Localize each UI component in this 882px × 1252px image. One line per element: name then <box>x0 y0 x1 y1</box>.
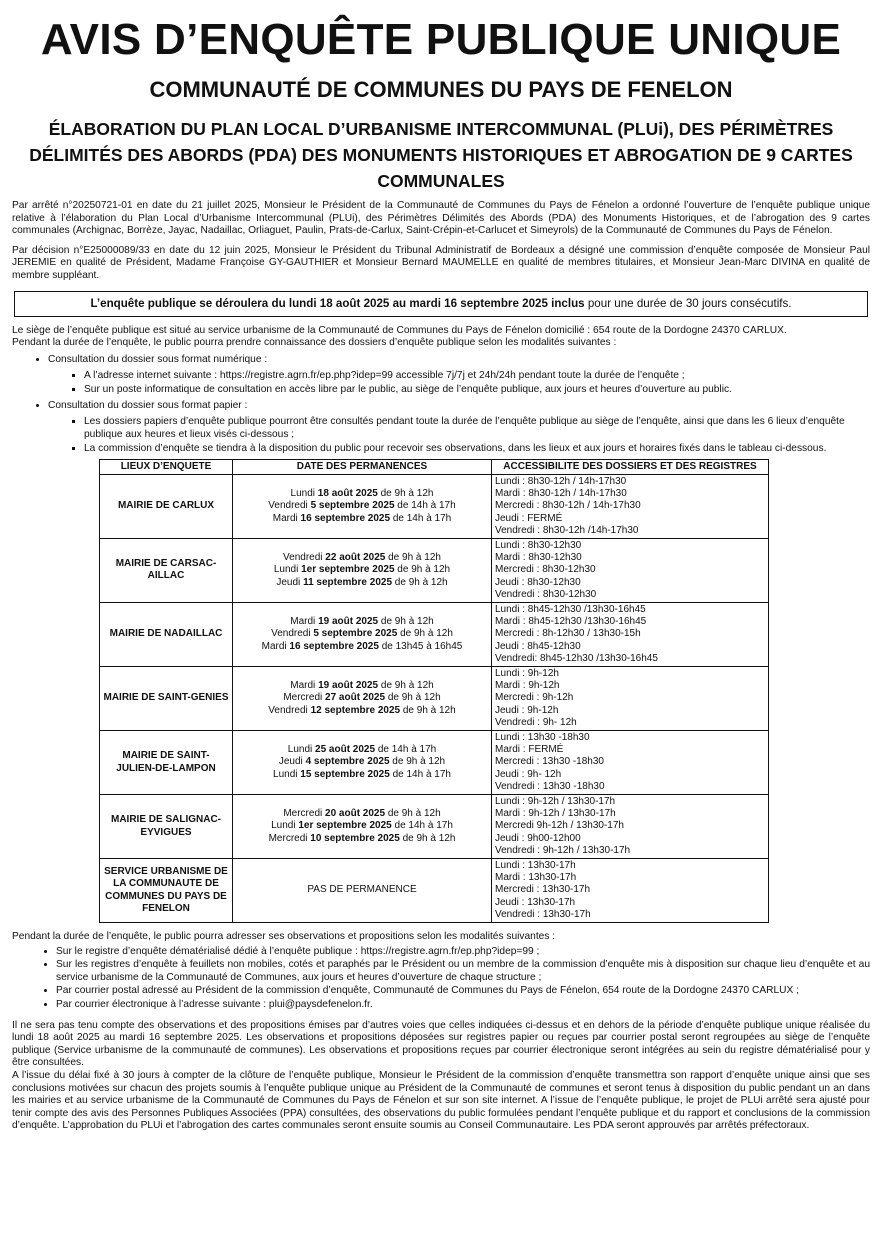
lieu-cell: MAIRIE DE SALIGNAC-EYVIGUES <box>100 795 233 859</box>
date-line <box>236 769 488 781</box>
access-cell <box>492 474 769 538</box>
date-text: Lundi <box>273 768 301 780</box>
date-line <box>236 692 488 704</box>
date-value: 16 septembre 2025 <box>300 512 391 524</box>
access-cell <box>492 731 769 795</box>
consultation-numerique <box>48 353 870 396</box>
date-value: 27 août 2025 <box>325 692 386 704</box>
enquete-period-bold: L’enquête publique se déroulera du lundi 18 août 2025 au mardi 16 septembre 2025 inclus <box>90 296 585 310</box>
date-text: de 9h à 12h <box>385 552 441 564</box>
date-text: de 9h à 12h <box>378 616 434 628</box>
notice-subtitle: COMMUNAUTÉ DE COMMUNES DU PAYS DE FENELON <box>149 77 733 102</box>
access-line: Mercredi 9h-12h / 13h30-17h <box>495 820 624 832</box>
access-cell <box>492 795 769 859</box>
date-text: de 9h à 12h <box>394 564 451 576</box>
date-value: 10 septembre 2025 <box>310 832 400 844</box>
table-header-row <box>100 459 769 474</box>
date-line <box>236 500 488 512</box>
access-line: Mercredi : 8h30-12h30 <box>495 564 596 576</box>
access-line: Vendredi : 9h- 12h <box>495 716 577 728</box>
date-line <box>236 820 488 832</box>
date-text: de 9h à 12h <box>377 488 434 500</box>
consultation-numerique-label: Consultation du dossier sous format numérique : <box>48 353 268 365</box>
date-line <box>236 808 488 820</box>
date-value: 25 août 2025 <box>315 744 376 756</box>
date-value: 15 septembre 2025 <box>300 768 390 780</box>
date-value: 5 septembre 2025 <box>310 500 395 512</box>
lieu-cell: SERVICE URBANISME DE LA COMMUNAUTE DE COMMUNES DU PAYS DE FENELON <box>100 859 233 923</box>
access-cell <box>492 859 769 923</box>
access-line: Lundi : 8h45-12h30 /13h30-16h45 <box>495 603 646 615</box>
lieu-cell: MAIRIE DE CARLUX <box>100 474 233 538</box>
access-line: Lundi : 13h30-17h <box>495 860 576 872</box>
date-text: Vendredi <box>268 704 311 716</box>
dates-cell <box>233 795 492 859</box>
access-line: Lundi : 8h30-12h30 <box>495 539 582 551</box>
access-line: Mercredi : 8h30-12h / 14h-17h30 <box>495 500 641 512</box>
date-line <box>236 641 488 653</box>
access-line: Mercredi : 8h-12h30 / 13h30-15h <box>495 628 641 640</box>
date-text: de 14h à 17h <box>375 744 437 756</box>
observations-intro: Pendant la durée de l’enquête, le public pourra adresser ses observations et propositions selon les modalités suivantes : <box>12 931 556 943</box>
access-line: Jeudi : FERMÉ <box>495 512 563 524</box>
date-text: Mercredi <box>283 808 326 820</box>
date-line <box>236 552 488 564</box>
list-item: ▪ Les dossiers papiers d’enquête publique pourront être consultés pendant toute la durée de l’enquête publique au siège de l’enquête, ainsi que dans les 6 lieux d’enquête publique aux heures et lieux visés ci-dessous ; <box>84 415 870 441</box>
list-item: ▪ Sur un poste informatique de consultation en accès libre par le public, au siège de l’enquête publique, aux jours et heures d’ouverture au public. <box>84 383 870 396</box>
access-line: Jeudi : 9h- 12h <box>495 768 562 780</box>
date-text: Mercredi <box>283 692 326 704</box>
lieu-cell: MAIRIE DE SAINT-GENIES <box>100 667 233 731</box>
date-text: Jeudi <box>278 756 306 768</box>
table-row <box>100 795 769 859</box>
access-line: Mardi : 13h30-17h <box>495 872 577 884</box>
date-text: Vendredi <box>283 552 326 564</box>
table-row <box>100 602 769 666</box>
access-cell <box>492 602 769 666</box>
enquete-period-rest: pour une durée de 30 jours consécutifs. <box>584 296 792 310</box>
access-line: Vendredi : 9h-12h / 13h30-17h <box>495 844 631 856</box>
date-value: 5 septembre 2025 <box>313 628 398 640</box>
access-line: Lundi : 9h-12h <box>495 668 559 679</box>
date-text: Mercredi <box>268 832 311 844</box>
date-text: Jeudi <box>276 576 304 588</box>
access-line: Vendredi: 8h45-12h30 /13h30-16h45 <box>495 652 658 664</box>
decision-paragraph: Par décision n°E25000089/33 en date du 12 juin 2025, Monsieur le Président du Tribunal Administratif de Bordeaux a désigné une commission d’enquête composée de Monsieur Paul JEREMIE en qualité de Président, Madame Françoise GY-GAUTHIER et Monsieur Bernard MAUMELLE en qualité de membres titulaires, et Monsieur Jean-Marc DIVINA en qualité de membre suppléant. <box>12 244 870 281</box>
date-line: PAS DE PERMANENCE <box>307 884 417 896</box>
table-row <box>100 667 769 731</box>
date-line <box>236 756 488 768</box>
access-line: Jeudi : 9h00-12h00 <box>495 832 581 844</box>
notice-title: AVIS D’ENQUÊTE PUBLIQUE UNIQUE <box>40 15 842 64</box>
date-text: de 14h à 17h <box>394 500 456 512</box>
access-line: Jeudi : 13h30-17h <box>495 896 576 908</box>
date-line <box>236 705 488 717</box>
consultation-papier-items <box>48 415 870 455</box>
list-item: • Par courrier postal adressé au Président de la commission d’enquête, Communauté de Communes du Pays de Fénelon, 654 route de la Dordogne 24370 CARLUX ; <box>56 985 870 998</box>
lieu-cell: MAIRIE DE NADAILLAC <box>100 602 233 666</box>
access-line: Vendredi : 13h30 -18h30 <box>495 780 605 792</box>
date-text: de 9h à 12h <box>399 832 456 844</box>
dates-cell <box>233 667 492 731</box>
closing-paragraph-2: A l’issue du délai fixé à 30 jours à compter de la clôture de l’enquête publique, Monsieur le Président de la commission d’enquête transmettra son rapport d’enquête unique ainsi que ses conclusions motivées sur chacun des projets soumis à l’enquête publique unique au Président de la Communauté de communes et seront tenus à disposition du public pendant un an dans les mairies et au service urbanisme de la Communauté de Communes du Pays de Fénelon et sur son site internet. A l’issue de l’enquête publique, le projet de PLUi arrêté sera ajusté pour tenir compte des avis des Personnes Publiques Associées (PPA) consultées, des observations du public formulées pendant l’enquête publique et du rapport et conclusions de la commission d’enquête. L’approbation du PLUi et l’abrogation des cartes communales seront ensuite soumis au Conseil Communautaire. Les PDA seront approuvés par arrêtés préfectoraux. <box>12 1070 870 1132</box>
access-line: Mardi : 9h-12h / 13h30-17h <box>495 808 616 820</box>
date-line <box>236 513 488 525</box>
date-text: Mardi <box>290 616 319 628</box>
access-line: Mardi : 8h30-12h30 <box>495 552 582 564</box>
access-cell <box>492 538 769 602</box>
date-line <box>236 616 488 628</box>
consultation-numerique-items <box>48 369 870 396</box>
list-item: • Sur les registres d’enquête à feuillets non mobiles, cotés et paraphés par le Président ou un membre de la commission d’enquête mis à disposition sur chaque lieu d’enquête et au service urbanisme de la Communauté de Communes, aux jours et heures d’ouverture de chaque structure ; <box>56 959 870 984</box>
list-item: ▪ La commission d’enquête se tiendra à la disposition du public pour recevoir ses observations, dans les lieux et aux jours et horaires fixés dans le tableau ci-dessous. <box>84 442 870 455</box>
date-line <box>236 833 488 845</box>
date-text: de 13h45 à 16h45 <box>378 640 463 652</box>
date-value: 19 août 2025 <box>318 680 379 692</box>
access-line: Mardi : 8h45-12h30 /13h30-16h45 <box>495 616 647 628</box>
date-text: Vendredi <box>271 628 314 640</box>
header-lieux: LIEUX D’ENQUETE <box>100 459 233 474</box>
date-text: de 9h à 12h <box>392 576 448 588</box>
arrete-paragraph: Par arrêté n°20250721-01 en date du 21 juillet 2025, Monsieur le Président de la Communauté de Communes du Pays de Fénelon a ordonné l’ouverture de l’enquête publique unique relative à l’élaboration du Plan Local d’Urbanisme Intercommunal (PLUi), des Périmètres Délimités des Abords (PDA) des Monuments Historiques, et de l’abrogation des 9 cartes communales (Archignac, Borrèze, Jayac, Nadaillac, Orliaguet, Paulin, Prats-de-Carlux, Saint-Crépin-et-Carlucet et Simeyrols) de la Communauté de Communes du Pays de Fénelon. <box>12 200 870 237</box>
dates-cell <box>233 731 492 795</box>
date-text: de 9h à 12h <box>385 808 441 820</box>
access-line: Jeudi : 8h45-12h30 <box>495 640 581 652</box>
table-row <box>100 859 769 923</box>
permanences-table-body <box>100 474 769 922</box>
closing-paragraph-1: Il ne sera pas tenu compte des observations et des propositions émises par d’autres voies que celles indiquées ci-dessus et en dehors de la période d’enquête publique unique réalisée du lundi 18 août 2025 au mardi 16 septembre 2025. Les observations et propositions déposées sur registres papier ou reçues par courrier postal seront regroupées au siège de l’enquête publique (Service urbanisme de la communauté de communes). Les observations et propositions reçues par courrier électronique seront intégrées au sein du registre dématérialisé pour y être consultées. <box>12 1019 870 1069</box>
list-item: • Par courrier électronique à l’adresse suivante : plui@paysdefenelon.fr. <box>56 999 870 1012</box>
access-line: Lundi : 13h30 -18h30 <box>495 732 590 744</box>
date-text: Vendredi <box>268 500 311 512</box>
access-line: Lundi : 8h30-12h / 14h-17h30 <box>495 475 627 487</box>
date-value: 12 septembre 2025 <box>310 704 401 716</box>
date-line <box>236 564 488 576</box>
date-value: 19 août 2025 <box>318 616 379 628</box>
permanences-table <box>99 459 769 923</box>
date-text: de 14h à 17h <box>391 820 453 832</box>
access-line: Vendredi : 8h30-12h /14h-17h30 <box>495 524 639 536</box>
siege-paragraph: Le siège de l’enquête publique est situé au service urbanisme de la Communauté de Communes du Pays de Fénelon domicilié : 654 route de la Dordogne 24370 CARLUX. <box>12 324 787 336</box>
consultation-papier-label: Consultation du dossier sous format papier : <box>48 399 248 411</box>
dates-cell <box>233 602 492 666</box>
date-text: Lundi <box>271 820 299 832</box>
date-line <box>236 577 488 589</box>
consultation-papier <box>48 399 870 455</box>
date-value: 20 août 2025 <box>325 808 386 820</box>
table-row <box>100 731 769 795</box>
date-line <box>236 628 488 640</box>
enquete-period-box <box>14 291 868 317</box>
date-line <box>236 680 488 692</box>
date-text: de 9h à 12h <box>378 680 434 692</box>
lieu-cell: MAIRIE DE SAINT-JULIEN-DE-LAMPON <box>100 731 233 795</box>
consultation-list <box>12 353 870 455</box>
access-line: Mardi : 8h30-12h / 14h-17h30 <box>495 488 627 500</box>
date-text: Mardi <box>290 680 319 692</box>
access-line: Vendredi : 8h30-12h30 <box>495 588 597 600</box>
header-dates: DATE DES PERMANENCES <box>233 459 492 474</box>
access-line: Mardi : 9h-12h <box>495 680 560 692</box>
dates-cell <box>233 538 492 602</box>
date-text: Mardi <box>261 640 290 652</box>
date-value: 11 septembre 2025 <box>303 576 393 588</box>
date-text: de 9h à 12h <box>385 692 441 704</box>
dates-cell <box>233 859 492 923</box>
access-line: Jeudi : 9h-12h <box>495 704 559 716</box>
access-line: Mardi : FERMÉ <box>495 744 564 756</box>
date-value: 1er septembre 2025 <box>301 564 395 576</box>
date-text: de 9h à 12h <box>400 704 456 716</box>
table-row <box>100 538 769 602</box>
header-access: ACCESSIBILITE DES DOSSIERS ET DES REGISTRES <box>492 459 769 474</box>
observations-list <box>12 946 870 1012</box>
date-line <box>236 488 488 500</box>
access-line: Mercredi : 13h30 -18h30 <box>495 756 604 768</box>
date-text: Lundi <box>287 744 316 756</box>
date-value: 4 septembre 2025 <box>305 756 390 768</box>
access-line: Lundi : 9h-12h / 13h30-17h <box>495 796 616 808</box>
list-item: ▪ A l’adresse internet suivante : https://registre.agrn.fr/ep.php?idep=99 accessible 7j/7j et 24h/24h pendant toute la durée de l’enquête ; <box>84 369 870 382</box>
pendant-paragraph: Pendant la durée de l’enquête, le public pourra prendre connaissance des dossiers d’enquête publique selon les modalités suivantes : <box>12 337 617 349</box>
table-row <box>100 474 769 538</box>
notice-heading: ÉLABORATION DU PLAN LOCAL D’URBANISME INTERCOMMUNAL (PLUi), DES PÉRIMÈTRES DÉLIMITÉS DES ABORDS (PDA) DES MONUMENTS HISTORIQUES ET ABROGATION DE 9 CARTES COMMUNALES <box>29 119 853 191</box>
dates-cell <box>233 474 492 538</box>
access-line: Jeudi : 8h30-12h30 <box>495 576 581 588</box>
date-text: de 14h à 17h <box>389 768 451 780</box>
list-item: • Sur le registre d’enquête dématérialisé dédié à l’enquête publique : https://registre.agrn.fr/ep.php?idep=99 ; <box>56 946 870 959</box>
access-line: Vendredi : 13h30-17h <box>495 908 591 920</box>
date-text: Lundi <box>290 488 318 500</box>
access-line: Mercredi : 13h30-17h <box>495 884 591 896</box>
access-line: Mercredi : 9h-12h <box>495 692 574 704</box>
date-value: 22 août 2025 <box>325 552 386 564</box>
access-cell <box>492 667 769 731</box>
date-text: Mardi <box>272 512 301 524</box>
date-text: Lundi <box>273 564 302 576</box>
date-value: 16 septembre 2025 <box>289 640 379 652</box>
date-value: 1er septembre 2025 <box>298 820 392 832</box>
date-line <box>236 744 488 756</box>
date-text: de 9h à 12h <box>397 628 453 640</box>
date-text: de 14h à 17h <box>390 512 452 524</box>
date-value: 18 août 2025 <box>317 488 378 500</box>
date-text: de 9h à 12h <box>389 756 446 768</box>
lieu-cell: MAIRIE DE CARSAC-AILLAC <box>100 538 233 602</box>
